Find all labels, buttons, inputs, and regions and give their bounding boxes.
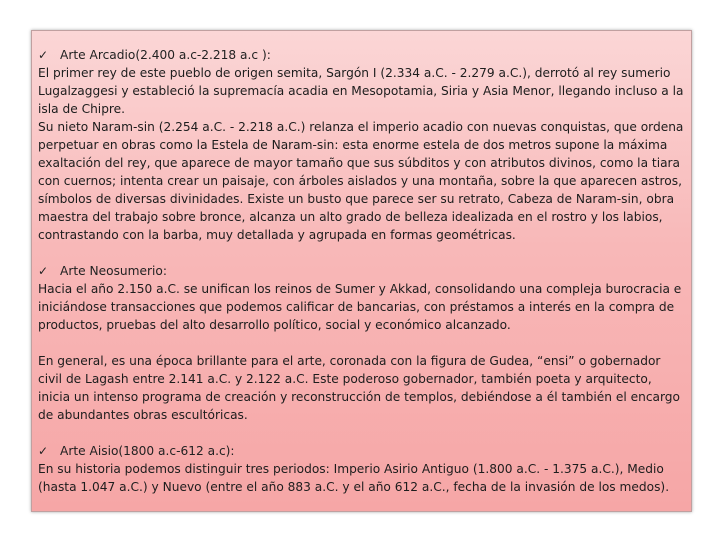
heading-text: Arte Neosumerio: (60, 264, 167, 278)
check-icon: ✓ (38, 264, 49, 278)
spacer (38, 334, 685, 352)
spacer (38, 244, 685, 262)
spacer (38, 424, 685, 442)
paragraph: En general, es una época brillante para el arte, coronada con la figura de Gudea, “ensi” o gobernador civil de Lagash entre 2.141 a.C. y 2.122 a.C. Este poderoso gobernador, también poeta y arquitecto, inicia un intenso programa de creación y reconstrucción de templos, debiéndose a él también el encargo de abundantes obras escultóricas. (38, 354, 680, 422)
heading-text: Arte Arcadio(2.400 a.c-2.218 a.c ): (60, 48, 271, 62)
check-icon: ✓ (38, 444, 49, 458)
section-arte-neosumerio (38, 262, 685, 424)
paragraph: Hacia el año 2.150 a.C. se unifican los reinos de Sumer y Akkad, consolidando una compleja burocracia e iniciándose transacciones que podemos calificar de bancarias, con préstamos a interés en la compra de productos, pruebas del alto desarrollo político, social y económico alcanzado. (38, 282, 682, 332)
check-icon: ✓ (38, 48, 49, 62)
section-heading (38, 46, 685, 64)
section-heading (38, 262, 685, 280)
heading-text: Arte Aisio(1800 a.c-612 a.c): (60, 444, 235, 458)
section-arte-asirio (38, 442, 685, 496)
section-arte-acadio (38, 46, 685, 244)
section-heading (38, 442, 685, 460)
paragraph: El primer rey de este pueblo de origen semita, Sargón I (2.334 a.C. - 2.279 a.C.), derrotó al rey sumerio Lugalzaggesi y estableció la supremacía acadia en Mesopotamia, Siria y Asia Menor, llegando incluso a la isla de Chipre. (38, 66, 684, 116)
paragraph: Su nieto Naram-sin (2.254 a.C. - 2.218 a.C.) relanza el imperio acadio con nuevas conquistas, que ordena perpetuar en obras como la Estela de Naram-sin: esta enorme estela de dos metros supone la máxima exaltación del rey, que aparece de mayor tamaño que sus súbditos y con atributos divinos, como la tiara con cuernos; intenta crear un paisaje, con árboles aislados y una montaña, sobre la que aparecen astros, símbolos de diversas divinidades. Existe un busto que parece ser su retrato, Cabeza de Naram-sin, obra maestra del trabajo sobre bronce, alcanza un alto grado de belleza idealizada en el rostro y los labios, contrastando con la barba, muy detallada y agrupada en formas geométricas. (38, 120, 684, 242)
paragraph: En su historia podemos distinguir tres periodos: Imperio Asirio Antiguo (1.800 a.C. - 1.375 a.C.), Medio (hasta 1.047 a.C.) y Nuevo (entre el año 883 a.C. y el año 612 a.C., fecha de la invasión de los medos). (38, 462, 670, 494)
content-box (31, 30, 692, 512)
